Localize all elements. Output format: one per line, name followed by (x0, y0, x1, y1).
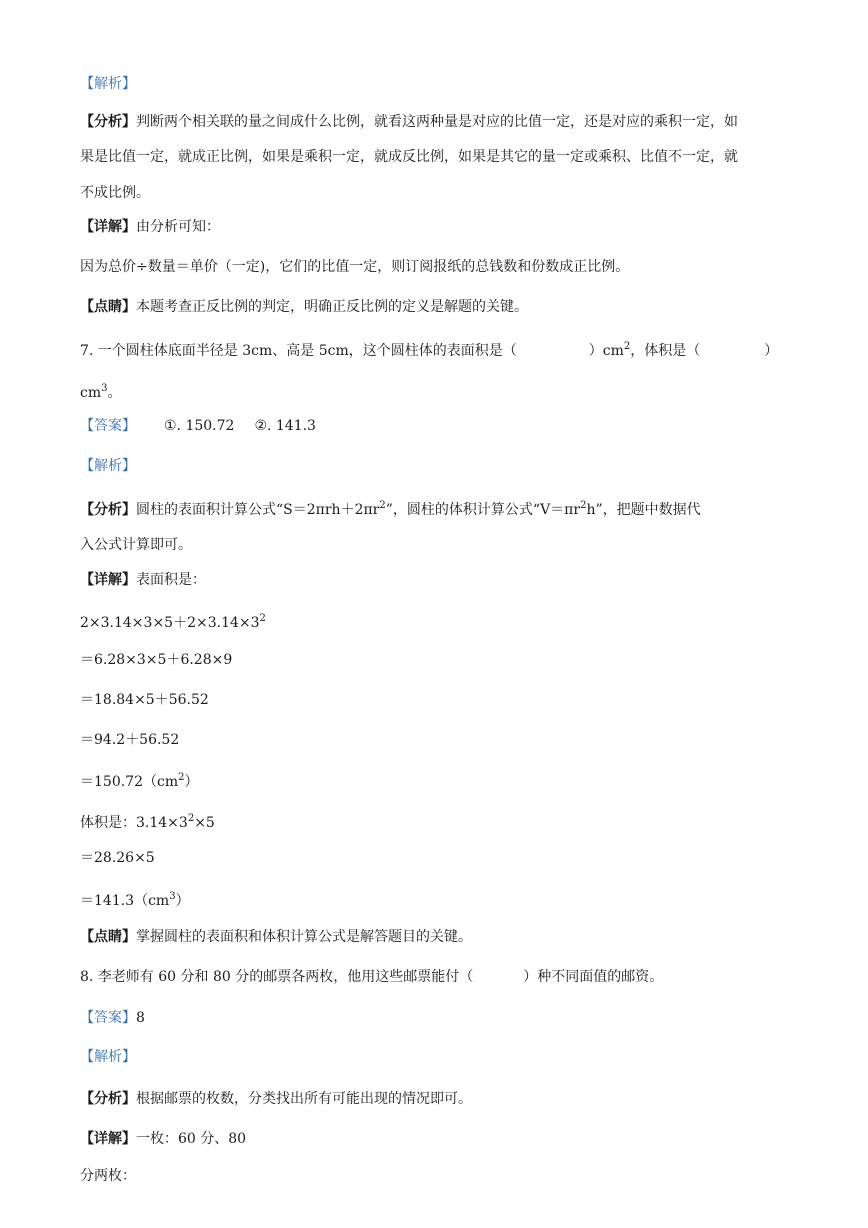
q7-fenxi-b: ”，圆柱的体积计算公式“V＝πr (385, 502, 581, 518)
q7-text-c: ，体积是（ (630, 343, 701, 359)
q8-text-b: ）种不同面值的邮资。 (523, 969, 664, 985)
q6-dianjing-text: 本题考查正反比例的判定，明确正反比例的定义是解题的关键。 (136, 299, 528, 315)
answer-tag: 【答案】 (80, 418, 136, 434)
q7-fenxi-sup-2: 2 (580, 500, 587, 511)
q6-xiangjie-text: 由分析可知： (136, 219, 220, 235)
q7-dianjing-line (80, 927, 472, 947)
q6-reason-line: 因为总价÷数量＝单价（一定)，它们的比值一定，则订阅报纸的总钱数和份数成正比例。 (80, 259, 630, 275)
q7-text-a: 7. 一个圆柱体底面半径是 3cm、高是 5cm，这个圆柱体的表面积是（ (80, 343, 517, 359)
q7-text-b-sup: 2 (623, 341, 631, 352)
q7-xiangjie-text: 表面积是： (136, 572, 206, 588)
q7-volume-line-1 (80, 813, 215, 833)
q7-answer-2: ②. 141.3 (254, 418, 316, 434)
q8-fenxi-text: 根据邮票的枚数，分类找出所有可能出现的情况即可。 (136, 1091, 472, 1107)
q8-xiangjie-line (80, 1129, 246, 1149)
q7-calc-line-3: ＝18.84×5＋56.52 (80, 692, 209, 708)
q7-vol-sup: 2 (187, 813, 195, 824)
q7-vol3-b: ） (175, 893, 190, 909)
q7-vol3-a: ＝141.3（cm (80, 893, 170, 909)
q7-text-b: ）cm (588, 343, 624, 359)
q8-xiangjie-tag: 【详解】 (80, 1131, 136, 1147)
q8-fenxi-tag: 【分析】 (80, 1091, 136, 1107)
q7-calc-line-2: ＝6.28×3×5＋6.28×9 (80, 652, 233, 668)
q7-fenxi-sup-1: 2 (379, 500, 386, 511)
q7-dianjing-tag: 【点睛】 (80, 929, 136, 945)
q7-calc-line-5 (80, 772, 198, 792)
q6-xiangjie-line (80, 217, 220, 237)
q7-question-line-1 (80, 341, 778, 361)
q7-dianjing-text: 掌握圆柱的表面积和体积计算公式是解答题目的关键。 (136, 929, 472, 945)
q6-fenxi-line-3: 不成比例。 (80, 185, 150, 201)
q7-fenxi-line-1 (80, 500, 701, 520)
q7-text-d: ） (764, 343, 779, 359)
q7-calc5-sup: 2 (178, 772, 185, 783)
q7-fenxi-line-2: 入公式计算即可。 (80, 537, 192, 553)
q7-line2-b: 。 (107, 385, 122, 401)
analysis-tag: 【解析】 (80, 76, 136, 92)
q7-question-line-2 (80, 383, 122, 403)
q7-calc-line-1 (80, 613, 266, 633)
q8-answer-line (80, 1008, 145, 1028)
q7-line2-a: cm (80, 385, 102, 401)
q7-xiangjie-line (80, 570, 206, 590)
xiangjie-tag: 【详解】 (80, 219, 136, 235)
q6-dianjing-line (80, 297, 528, 317)
q7-answer-line (80, 416, 316, 436)
q6-fenxi-line-2: 果是比值一定，就成正比例，如果是乘积一定，就成反比例，如果是其它的量一定或乘积、比值不一定，就 (80, 149, 738, 165)
q7-calc5-a: ＝150.72（cm (80, 774, 179, 790)
q7-calc-line-4: ＝94.2＋56.52 (80, 732, 180, 748)
fenxi-tag: 【分析】 (80, 114, 136, 130)
q7-fenxi-a: 圆柱的表面积计算公式“S＝2πrh＋2πr (136, 502, 380, 518)
q7-line2-sup: 3 (101, 383, 108, 394)
q7-calc1-sup: 2 (259, 613, 266, 624)
q7-xiangjie-tag: 【详解】 (80, 572, 136, 588)
q7-calc1-a: 2×3.14×3×5＋2×3.14×3 (80, 615, 260, 631)
q8-text-a: 8. 李老师有 60 分和 80 分的邮票各两枚，他用这些邮票能付（ (80, 969, 474, 985)
q7-volume-line-3 (80, 891, 190, 911)
q7-vol3-sup: 3 (169, 891, 176, 902)
q7-vol-b: ×5 (194, 815, 215, 831)
q8-xiangjie-text: 一枚：60 分、80 (136, 1131, 247, 1147)
dianjing-tag: 【点睛】 (80, 299, 136, 315)
q7-analysis-tag: 【解析】 (80, 458, 136, 474)
q8-fenxi-line (80, 1089, 472, 1109)
q7-calc5-b: ） (184, 774, 199, 790)
q7-answer-1: ①. 150.72 (164, 418, 235, 434)
q7-vol-a: 体积是：3.14×3 (80, 815, 188, 831)
q8-answer-value: 8 (136, 1010, 145, 1026)
q8-analysis-tag: 【解析】 (80, 1049, 136, 1065)
q7-volume-line-2: ＝28.26×5 (80, 850, 155, 866)
q8-two-stamps-line: 分两枚： (80, 1168, 136, 1184)
q8-question-line (80, 967, 663, 987)
q7-fenxi-tag: 【分析】 (80, 502, 136, 518)
q7-fenxi-c: h”，把题中数据代 (586, 502, 701, 518)
q6-fenxi-text-1: 判断两个相关联的量之间成什么比例，就看这两种量是对应的比值一定，还是对应的乘积一定，如 (136, 114, 738, 130)
q6-fenxi-line-1 (80, 112, 738, 132)
q8-answer-tag: 【答案】 (80, 1010, 136, 1026)
